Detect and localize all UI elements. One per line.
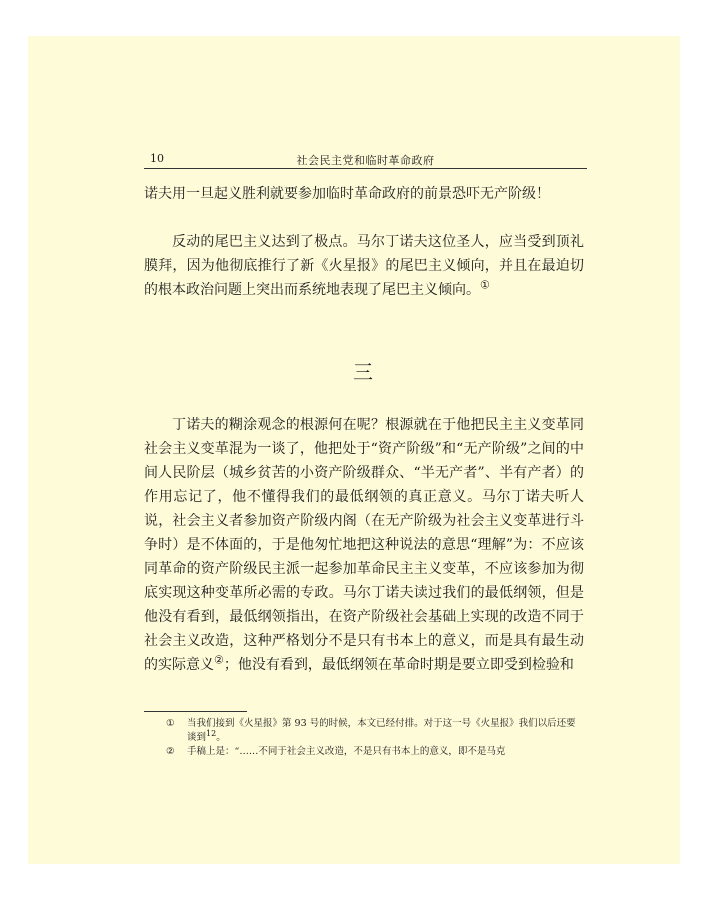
footnote-divider — [144, 711, 247, 712]
footnotes — [166, 717, 584, 759]
paragraph — [144, 230, 584, 302]
footnote-tail: 。 — [216, 732, 226, 743]
footnote-text: 手稿上是：“……不同于社会主义改造，不是只有书本上的意义，即不是马克 — [187, 746, 506, 757]
footnote-mark: ① — [166, 718, 175, 729]
paragraph-text: 丁诺夫的糊涂观念的根源何在呢？根源就在于他把民主主义变革同社会主义变革混为一谈了，他把处于“资产阶级”和“无产阶级”之间的中间人民阶层（城乡贫苦的小资产阶级群众、“半无产者”、半有产者）的作用忘记了，他不懂得我们的最低纲领的真正意义。马尔丁诺夫听人说，社会主义者参加资产阶级内阁（在无产阶级为社会主义变革进行斗争时）是不体面的，于是他匆忙地把这种说法的意思“理解”为：不应该同革命的资产阶级民主派一起参加革命民主主义变革，不应该参加为彻底实现这种变革所必需的专政。马尔丁诺夫读过我们的最低纲领，但是他没有看到，最低纲领指出，在资产阶级社会基础上实现的改造不同于社会主义改造，这种严格划分不是只有书本上的意义，而是具有最生动的实际意义 — [144, 417, 584, 673]
footnote-superscript: 12 — [206, 728, 217, 738]
paragraph-text: ；他没有看到，最低纲领在革命时期是要立即受到检验和 — [223, 657, 574, 673]
paragraph-text: 诺夫用一旦起义胜利就要参加临时革命政府的前景恐吓无产阶级！ — [144, 186, 550, 202]
paragraph-continuation — [144, 182, 584, 206]
footnote — [166, 717, 584, 745]
footnote-ref[interactable]: ① — [480, 278, 490, 292]
page-number: 10 — [150, 152, 164, 165]
footnote-mark: ② — [166, 746, 175, 757]
running-title: 社会民主党和临时革命政府 — [296, 154, 435, 167]
footnote-text: 当我们接到《火星报》第 93 号的时候，本文已经付排。对于这一号《火星报》我们以后还要谈到 — [187, 718, 576, 743]
paragraph — [144, 413, 584, 677]
paragraph-text: 反动的尾巴主义达到了极点。马尔丁诺夫这位圣人，应当受到顶礼膜拜，因为他彻底推行了新《火星报》的尾巴主义倾向，并且在最迫切的根本政治问题上突出而系统地表现了尾巴主义倾向。 — [144, 234, 584, 298]
running-header — [144, 152, 587, 169]
footnote-ref[interactable]: ② — [214, 653, 224, 667]
footnote — [166, 745, 584, 759]
section-heading: 三 — [353, 360, 375, 384]
